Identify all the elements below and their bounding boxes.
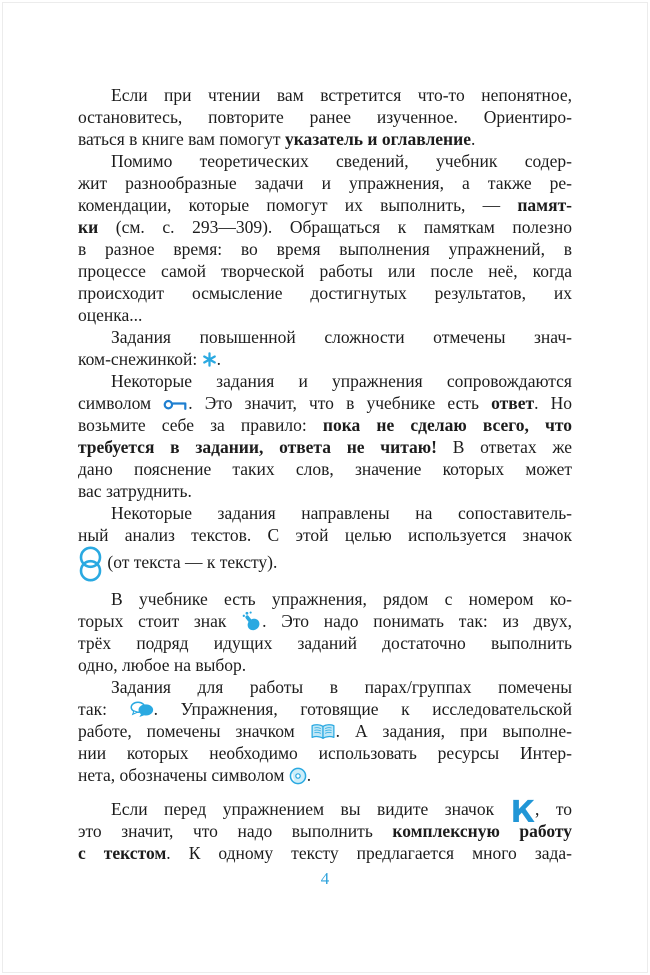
answer-key-icon [163, 393, 188, 413]
text-line [78, 436, 572, 458]
text-line [78, 216, 572, 238]
text-run: нии которых необходимо использовать ресурсы Интер- [78, 743, 572, 763]
text-line [78, 546, 572, 582]
bold-text: комплексную работу [392, 821, 572, 841]
internet-disc-icon [289, 765, 307, 785]
text-line [78, 698, 572, 720]
text-run: жит разнообразные задачи и упражнения, а также ре- [78, 173, 572, 193]
text-run: так: [78, 699, 130, 719]
text-run: Некоторые задания направлены на сопоставитель- [111, 503, 572, 523]
text-line [78, 392, 572, 414]
text-run: . [306, 765, 312, 785]
bold-text: указатель и оглавление [284, 129, 471, 149]
paragraph [78, 150, 572, 326]
text-run: Задания повышенной сложности отмечены знач- [111, 327, 572, 347]
text-line [78, 842, 572, 864]
text-run: Помимо теоретических сведений, учебник содер- [111, 151, 572, 171]
bold-text: памят- [517, 195, 572, 215]
text-run: возьмите себе за правило: [78, 415, 323, 435]
text-line [78, 282, 572, 304]
text-run: (см. с. 293—309). Обращаться к памяткам полезно [98, 217, 572, 237]
text-run: дано пояснение таких слов, значение которых может [78, 459, 572, 479]
bold-text: ки [78, 217, 99, 237]
text-run: в разное время: во время выполнения упражнений, в [78, 239, 572, 259]
text-line [78, 84, 572, 106]
text-run: , то [535, 799, 572, 819]
text-run: В ответах же [437, 437, 572, 457]
text-line [78, 370, 572, 392]
text-run: ный анализ текстов. С этой целью используется значок [78, 525, 572, 545]
paragraph [78, 84, 572, 150]
text-line [78, 820, 572, 842]
text-line [78, 764, 572, 786]
text-line [78, 260, 572, 282]
text-run: это значит, что надо выполнить [78, 821, 393, 841]
text-block [78, 84, 572, 864]
text-line [78, 106, 572, 128]
text-line [78, 524, 572, 546]
text-run: . [216, 349, 221, 369]
text-run: . Это надо понимать так: из двух, [262, 611, 573, 631]
text-run: . [470, 129, 476, 149]
text-line [78, 150, 572, 172]
text-line [78, 194, 572, 216]
text-run: (от текста — к тексту). [103, 552, 278, 573]
bold-text: требуется в задании, ответа не читаю! [78, 437, 438, 457]
text-line [78, 720, 572, 742]
bold-text: пока не сделаю всего, что [322, 415, 572, 435]
page-footer [0, 869, 650, 889]
bold-text: ответ [491, 393, 535, 413]
bold-text: с текстом [78, 843, 167, 863]
text-run: Если при чтении вам встретится что-то непонятное, [111, 85, 572, 105]
text-line [78, 654, 572, 676]
text-run: Если перед упражнением вы видите значок [111, 799, 511, 819]
text-run: . К одному тексту предлагается много зада- [166, 843, 572, 863]
text-line [78, 458, 572, 480]
text-line [78, 304, 572, 326]
text-run: торых стоит знак [78, 611, 242, 631]
text-run: В учебнике есть упражнения, рядом с номером ко- [111, 589, 572, 609]
text-run: происходит осмысление достигнутых результатов, их [78, 283, 572, 303]
research-book-icon [310, 721, 336, 741]
text-run: вас затруднить. [78, 481, 192, 501]
text-run: . Упражнения, готовящие к исследовательской [153, 699, 573, 719]
complex-work-k-icon: К [510, 795, 536, 830]
page-number: 4 [320, 869, 330, 888]
text-line [78, 588, 572, 610]
choice-hand-icon [241, 611, 262, 631]
text-line [78, 128, 572, 150]
text-run: остановитесь, повторите ранее изученное. Ориентиро- [78, 107, 572, 127]
snowflake-icon [202, 349, 217, 369]
text-run: комендации, которые помогут их выполнить, — [78, 195, 518, 215]
text-run: одно, любое на выбор. [78, 655, 247, 675]
text-run: . А задания, при выполне- [335, 721, 572, 741]
paragraph [78, 502, 572, 582]
text-run: нета, обозначены символом [78, 765, 289, 785]
paragraph [78, 676, 572, 786]
paragraph [78, 370, 572, 502]
compare-texts-circles-icon [78, 552, 103, 572]
text-run: Некоторые задания и упражнения сопровождаются [111, 371, 572, 391]
text-line [78, 742, 572, 764]
text-run: ком-снежинкой: [78, 349, 202, 369]
text-line [78, 326, 572, 348]
text-run: трёх подряд идущих заданий достаточно выполнить [78, 633, 572, 653]
text-line [78, 676, 572, 698]
text-run: Задания для работы в парах/группах помечены [111, 677, 572, 697]
text-line [78, 632, 572, 654]
paragraph [78, 795, 572, 864]
text-line [78, 610, 572, 632]
text-line [78, 480, 572, 502]
text-line [78, 348, 572, 370]
text-line [78, 502, 572, 524]
pair-work-bubbles-icon [130, 699, 154, 719]
text-line [78, 238, 572, 260]
text-line [78, 414, 572, 436]
text-run: символом [78, 393, 164, 413]
paragraph [78, 588, 572, 676]
text-line [78, 172, 572, 194]
text-run: процессе самой творческой работы или после неё, когда [78, 261, 572, 281]
text-run: работе, помечены значком [78, 721, 310, 741]
text-run: оценка... [78, 305, 143, 325]
text-run: . Это значит, что в учебнике есть [188, 393, 492, 413]
text-line [78, 795, 572, 830]
text-run: ваться в книге вам помогут [78, 129, 285, 149]
paragraph [78, 326, 572, 370]
text-run: . Но [534, 393, 572, 413]
